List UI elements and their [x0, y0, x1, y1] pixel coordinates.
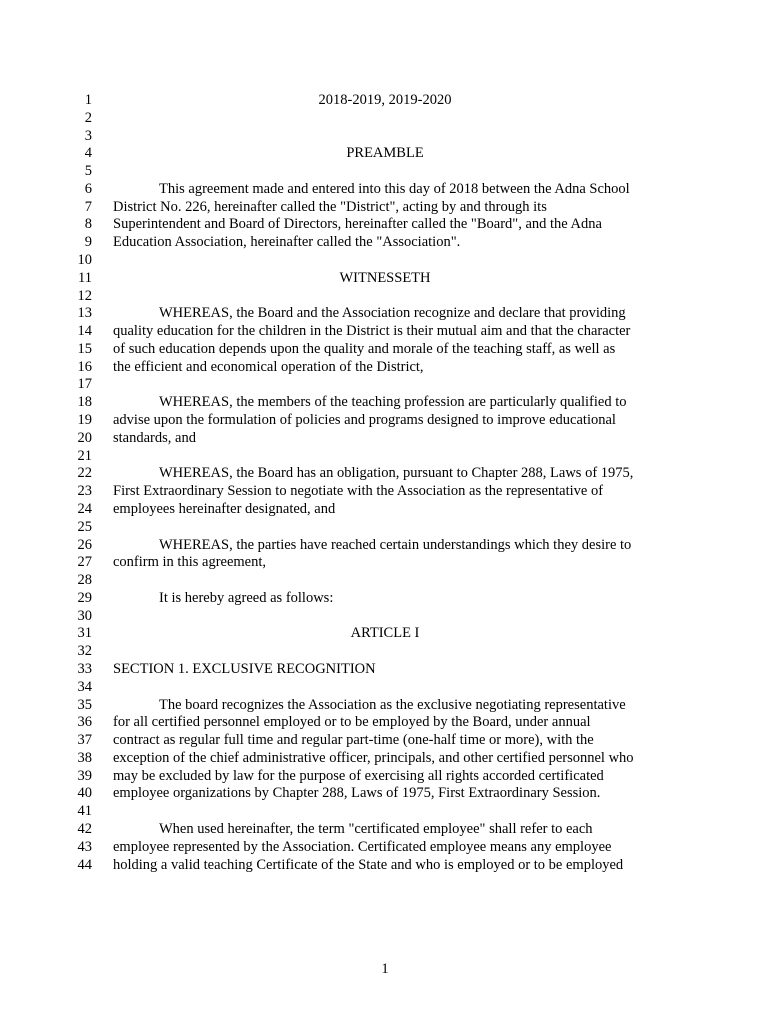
- document-line: [0, 590, 770, 608]
- line-number: 9: [84, 234, 92, 251]
- line-number: 20: [77, 429, 92, 446]
- document-line: [0, 821, 770, 839]
- line-text: the efficient and economical operation of the District,: [113, 358, 424, 375]
- line-text: standards, and: [113, 429, 196, 446]
- document-line: [0, 839, 770, 857]
- document-line: [0, 181, 770, 199]
- line-text: exception of the chief administrative officer, principals, and other certified personnel who: [113, 749, 634, 766]
- line-text: It is hereby agreed as follows:: [159, 589, 334, 606]
- document-line: [0, 572, 770, 590]
- line-number: 1: [84, 92, 92, 108]
- line-number: 34: [77, 678, 92, 695]
- line-number: 5: [84, 163, 92, 180]
- document-line: [0, 430, 770, 448]
- document-line: [0, 679, 770, 697]
- line-number: 30: [77, 607, 92, 624]
- line-text: ARTICLE I: [350, 625, 420, 642]
- line-number: 17: [77, 376, 92, 393]
- line-text: employee represented by the Association. Certificated employee means any employee: [113, 838, 612, 855]
- line-text: SECTION 1. EXCLUSIVE RECOGNITION: [113, 660, 376, 677]
- line-text: of such education depends upon the quality and morale of the teaching staff, as well as: [113, 340, 616, 357]
- line-number: 3: [84, 127, 92, 144]
- document-line: [0, 234, 770, 252]
- line-text: WHEREAS, the parties have reached certain understandings which they desire to: [159, 536, 632, 553]
- document-line: [0, 270, 770, 288]
- document-line: [0, 465, 770, 483]
- line-number: 26: [77, 536, 92, 553]
- document-line: [0, 199, 770, 217]
- document-line: [0, 768, 770, 786]
- line-number: 32: [77, 643, 92, 660]
- document-line: [0, 341, 770, 359]
- line-number: 14: [77, 323, 92, 340]
- line-text: District No. 226, hereinafter called the "District", acting by and through its: [113, 198, 547, 215]
- document-line: [0, 714, 770, 732]
- document-line: [0, 697, 770, 715]
- line-number: 11: [78, 269, 92, 286]
- line-number: 42: [77, 820, 92, 837]
- line-text: WHEREAS, the Board has an obligation, pursuant to Chapter 288, Laws of 1975,: [159, 465, 634, 482]
- document-line: [0, 625, 770, 643]
- line-number: 4: [84, 145, 92, 162]
- line-number: 12: [77, 287, 92, 304]
- line-number: 38: [77, 749, 92, 766]
- line-number: 6: [84, 180, 92, 197]
- document-line: [0, 554, 770, 572]
- line-text: employees hereinafter designated, and: [113, 500, 336, 517]
- line-number: 16: [77, 358, 92, 375]
- line-number: 23: [77, 483, 92, 500]
- line-text: advise upon the formulation of policies and programs designed to improve educational: [113, 412, 616, 429]
- line-number: 2: [84, 109, 92, 126]
- document-line: [0, 359, 770, 377]
- line-text: First Extraordinary Session to negotiate with the Association as the representative of: [113, 483, 604, 500]
- line-number: 35: [77, 696, 92, 713]
- document-line: [0, 519, 770, 537]
- line-text: for all certified personnel employed or to be employed by the Board, under annual: [113, 714, 591, 731]
- line-text: employee organizations by Chapter 288, Laws of 1975, First Extraordinary Session.: [113, 785, 601, 802]
- line-number: 40: [77, 785, 92, 802]
- document-line: [0, 163, 770, 181]
- line-text: Superintendent and Board of Directors, hereinafter called the "Board", and the Adna: [113, 216, 602, 233]
- line-number: 25: [77, 518, 92, 535]
- document-line: [0, 92, 770, 110]
- document-line: [0, 537, 770, 555]
- document-line: [0, 145, 770, 163]
- line-number: 27: [77, 554, 92, 571]
- line-number: 15: [77, 340, 92, 357]
- line-number: 43: [77, 838, 92, 855]
- line-number: 19: [77, 412, 92, 429]
- line-text: contract as regular full time and regular part-time (one-half time or more), with the: [113, 732, 594, 749]
- document-line: [0, 643, 770, 661]
- document-line: [0, 110, 770, 128]
- document-line: [0, 412, 770, 430]
- document-line: [0, 661, 770, 679]
- document-line: [0, 323, 770, 341]
- document-line: [0, 750, 770, 768]
- line-text: When used hereinafter, the term "certificated employee" shall refer to each: [159, 820, 593, 837]
- line-number: 21: [77, 447, 92, 464]
- line-number: 22: [77, 465, 92, 482]
- line-text: The board recognizes the Association as the exclusive negotiating representative: [159, 696, 626, 713]
- line-text: WHEREAS, the Board and the Association recognize and declare that providing: [159, 305, 626, 322]
- line-text: holding a valid teaching Certificate of the State and who is employed or to be employed: [113, 856, 624, 873]
- line-number: 24: [77, 500, 92, 517]
- document-line: [0, 732, 770, 750]
- line-number: 8: [84, 216, 92, 233]
- line-text: 2018-2019, 2019-2020: [318, 92, 452, 108]
- line-number: 28: [77, 572, 92, 589]
- line-number: 37: [77, 732, 92, 749]
- document-line: [0, 857, 770, 875]
- line-text: Education Association, hereinafter called the "Association".: [113, 234, 461, 251]
- document-line: [0, 448, 770, 466]
- document-line: [0, 608, 770, 626]
- line-number: 13: [77, 305, 92, 322]
- line-text: WHEREAS, the members of the teaching profession are particularly qualified to: [159, 394, 627, 411]
- document-line: [0, 252, 770, 270]
- line-number: 44: [77, 856, 92, 873]
- document-line: [0, 376, 770, 394]
- line-number: 41: [77, 803, 92, 820]
- page-number: 1: [381, 961, 389, 977]
- document-line: [0, 803, 770, 821]
- document-line: [0, 785, 770, 803]
- line-number: 33: [77, 660, 92, 677]
- document-line: [0, 305, 770, 323]
- line-number: 10: [77, 252, 92, 269]
- line-text: WITNESSETH: [339, 269, 431, 286]
- line-number: 29: [77, 589, 92, 606]
- document-line: [0, 288, 770, 306]
- document-line: [0, 394, 770, 412]
- document-line: [0, 128, 770, 146]
- line-text: PREAMBLE: [346, 145, 424, 162]
- line-number: 31: [77, 625, 92, 642]
- line-number: 18: [77, 394, 92, 411]
- line-text: confirm in this agreement,: [113, 554, 267, 571]
- line-text: may be excluded by law for the purpose of exercising all rights accorded certificated: [113, 767, 604, 784]
- document-line: [0, 216, 770, 234]
- line-number: 39: [77, 767, 92, 784]
- line-number: 36: [77, 714, 92, 731]
- document-line: [0, 483, 770, 501]
- document-line: [0, 501, 770, 519]
- line-text: This agreement made and entered into this day of 2018 between the Adna School: [159, 180, 630, 197]
- line-number: 7: [84, 198, 92, 215]
- line-text: quality education for the children in the District is their mutual aim and that the character: [113, 323, 631, 340]
